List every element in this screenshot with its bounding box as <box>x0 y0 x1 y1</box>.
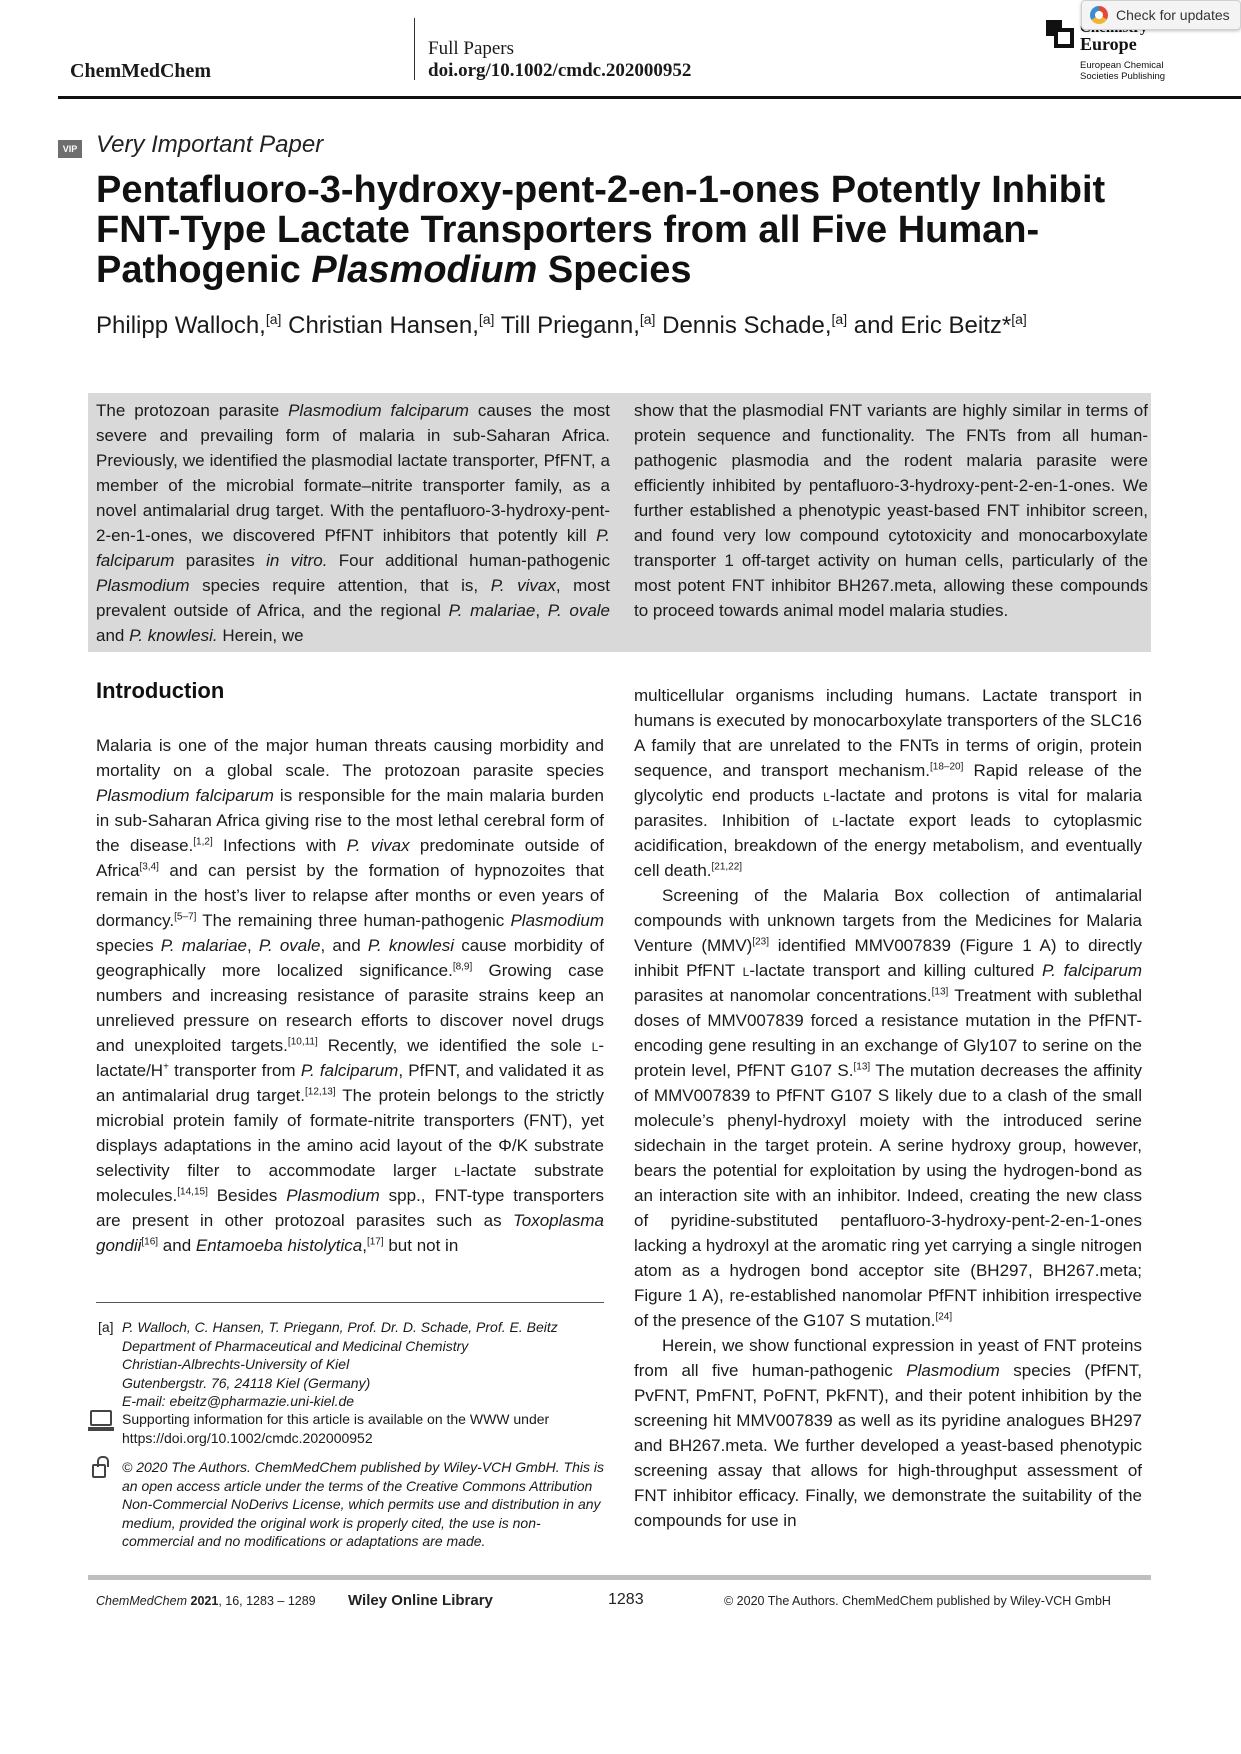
footer-journal: ChemMedChem <box>96 1594 188 1608</box>
small-caps-run: l <box>823 786 830 805</box>
introduction-heading: Introduction <box>96 678 225 703</box>
body-paragraph: multicellular organisms including humans. Lactate transport in humans is executed by monocarboxylate transporters of the SLC16 A family that are unrelated to the FNTs in terms of origin, protein sequence, and transport mechanism.[18–20] Rapid release of the glycolytic end products l-lactate and protons is vital for malaria parasites. Inhibition of l-lactate export leads to cytoplasmic acidification, breakdown of the energy metabolism, and eventually cell death.[21,22] <box>634 686 1142 880</box>
publisher-logo-sub2: Societies Publishing <box>1080 71 1166 82</box>
vip-label: Very Important Paper <box>96 131 324 158</box>
footer-rule <box>88 1575 1151 1580</box>
citation-superscript: [13] <box>931 986 949 998</box>
author-affiliation: [a] <box>1011 311 1027 327</box>
small-caps-run: l <box>832 811 839 830</box>
affiliation-line: Christian-Albrechts-University of Kiel <box>122 1356 350 1372</box>
citation-superscript: [3,4] <box>139 861 159 873</box>
author-name: Philipp Walloch, <box>96 312 266 339</box>
wiley-online-library-link[interactable]: Wiley Online Library <box>348 1592 493 1609</box>
citation-superscript: [16] <box>141 1236 159 1248</box>
italic-run: Plasmodium <box>96 576 190 595</box>
citation-superscript: [10,11] <box>287 1036 318 1048</box>
computer-icon <box>90 1410 112 1426</box>
abstract-left-column: The protozoan parasite Plasmodium falciparum causes the most severe and prevailing form of malaria in sub-Saharan Africa. Previously, we identified the plasmodial lactate transporter, PfFNT, a member of the microbial formate–nitrite transporter family, as a novel antimalarial drug target. With the pentafluoro-3-hydroxy-pent-2-en-1-ones, we discovered PfFNT inhibitors that potently kill P. falciparum parasites in vitro. Four additional human-pathogenic Plasmodium species require attention, that is, P. vivax, most prevalent outside of Africa, and the regional P. malariae, P. ovale and P. knowlesi. Herein, we <box>96 401 611 645</box>
citation-superscript: [1,2] <box>193 836 213 848</box>
italic-run: P. knowlesi <box>367 936 455 955</box>
citation-superscript: [21,22] <box>711 861 743 873</box>
publisher-logo-title: Europe <box>1080 34 1137 54</box>
title-part-1: Pentafluoro-3-hydroxy-pent-2-en-1-ones Potently Inhibit FNT-Type Lactate Transporters from all Five Human-Pathogenic <box>96 169 1106 291</box>
italic-run: in vitro. <box>266 551 328 570</box>
footer-copyright: © 2020 The Authors. ChemMedChem published by Wiley-VCH GmbH <box>724 1594 1111 1608</box>
italic-run: Plasmodium <box>510 911 604 930</box>
body-paragraph: Screening of the Malaria Box collection of antimalarial compounds with unknown targets from the Medicines for Malaria Venture (MMV)[23] identified MMV007839 (Figure 1 A) to directly inhibit PfFNT l-lactate transport and killing cultured P. falciparum parasites at nanomolar concentrations.[13] Treatment with sublethal doses of MMV007839 forced a resistance mutation in the PfFNT-encoding gene resulting in an exchange of Gly107 to serine on the protein level, PfFNT G107 S.[13] The mutation decreases the affinity of MMV007839 to PfFNT G107 S likely due to a clash of the small molecule’s phenyl-hydroxyl moiety with the introduced serine sidechain in the target protein. A serine hydroxy group, however, bears the potential for exploitation by using the hydrogen-bond as an interaction site with an inhibitor. Indeed, creating the new class of pyridine-substituted pentafluoro-3-hydroxy-pent-2-en-1-ones lacking a hydroxyl at the aromatic ring yet carrying a single nitrogen atom as a hydrogen bond acceptor site (BH297, BH267.meta; Figure 1 A), re-established nanomolar PfFNT inhibition irrespective of the presence of the G107 S mutation.[24] <box>634 886 1143 1330</box>
body-paragraph: Herein, we show functional expression in yeast of FNT proteins from all five human-pathogenic Plasmodium species (PfFNT, PvFNT, PmFNT, PoFNT, PkFNT), and their potent inhibition by the screening hit MMV007839 as well as its pyridine analogues BH297 and BH267.meta. We further developed a yeast-based phenotypic screening assay that allows for high-throughput assessment of FNT inhibitor efficacy. Finally, we demonstrate the suitability of the compounds for use in <box>634 1336 1142 1530</box>
page-number: 1283 <box>608 1591 644 1608</box>
affiliation-line: Department of Pharmaceutical and Medicinal Chemistry <box>122 1337 469 1354</box>
citation-superscript: [8,9] <box>452 961 473 973</box>
citation-superscript: [24] <box>935 1311 953 1323</box>
small-caps-run: l <box>454 1161 461 1180</box>
citation-superscript: [14,15] <box>177 1186 208 1198</box>
italic-run: P. vivax <box>490 576 556 595</box>
author-name: Dennis Schade, <box>655 312 832 339</box>
small-caps-run: l <box>591 1036 599 1055</box>
author-name: and Eric Beitz* <box>847 312 1012 339</box>
open-access-note <box>90 1458 604 1551</box>
paper-title <box>96 170 1136 290</box>
header-rule <box>58 96 1241 99</box>
citation-superscript: [18–20] <box>930 761 964 773</box>
check-for-updates-button[interactable] <box>1081 0 1241 30</box>
title-italic: Plasmodium <box>311 249 538 291</box>
author-affiliation: [a] <box>478 311 495 327</box>
supporting-info-text[interactable]: Supporting information for this article is available on the WWW under https://doi.org/10.1002/cmdc.202000952 <box>122 1411 550 1446</box>
affiliation-tag: [a] <box>98 1319 114 1335</box>
author-name: Till Priegann, <box>494 312 640 339</box>
citation-superscript: [13] <box>853 1061 871 1073</box>
section-label: Full Papers <box>428 38 515 59</box>
italic-run: Plasmodium falciparum <box>288 401 469 420</box>
open-access-text: © 2020 The Authors. ChemMedChem published by Wiley-VCH GmbH. This is an open access article under the terms of the Creative Commons Attribution Non-Commercial NoDerivs License, which permits use and distribution in any medium, provided the original work is properly cited, the use is non-commercial and no modifications or adaptations are made. <box>122 1459 604 1549</box>
italic-run: P. malariae <box>160 936 247 955</box>
chemistry-europe-logo-icon <box>1046 20 1074 48</box>
body-paragraph: Malaria is one of the major human threats causing morbidity and mortality on a global scale. The protozoan parasite species Plasmodium falciparum is responsible for the main malaria burden in sub-Saharan Africa giving rise to the most lethal cerebral form of the disease.[1,2] Infections with P. vivax predominate outside of Africa[3,4] and can persist by the formation of hypnozoites that remain in the host’s liver to relapse after months or even years of dormancy.[5–7] The remaining three human-pathogenic Plasmodium species P. malariae, P. ovale, and P. knowlesi cause morbidity of geographically more localized significance.[8,9] Growing case numbers and increasing resistance of parasite strains keep an unrelieved pressure on research efforts to discover novel drugs and unexploited targets.[10,11] Recently, we identified the sole l-lactate/H+ transporter from P. falciparum, PfFNT, and validated it as an antimalarial drug target.[12,13] The protein belongs to the strictly microbial protein family of formate-nitrite transporters (FNT), yet displays adaptations in the amino acid layout of the Φ/K substrate selectivity filter to accommodate larger l-lactate substrate molecules.[14,15] Besides Plasmodium spp., FNT-type transporters are present in other protozoal parasites such as Toxoplasma gondii[16] and Entamoeba histolytica,[17] but not in <box>96 736 605 1255</box>
supporting-info-note <box>90 1410 604 1447</box>
italic-run: Entamoeba histolytica <box>195 1236 363 1255</box>
italic-run: Plasmodium <box>286 1186 380 1205</box>
open-access-lock-icon <box>92 1464 106 1478</box>
footer-year: 2021 <box>190 1594 219 1608</box>
publisher-logo-sub1: European Chemical <box>1080 60 1164 71</box>
crossmark-icon <box>1090 6 1108 24</box>
citation-superscript: [12,13] <box>305 1086 336 1098</box>
body-left-column <box>96 733 604 1258</box>
italic-run: P. falciparum <box>96 526 610 570</box>
affiliation-lines <box>122 1318 604 1411</box>
header-divider <box>414 18 415 80</box>
doi-link[interactable]: doi.org/10.1002/cmdc.202000952 <box>428 60 692 81</box>
italic-run: P. falciparum <box>300 1061 399 1080</box>
affiliation-line: Gutenbergstr. 76, 24118 Kiel (Germany) <box>122 1374 371 1391</box>
italic-run: Plasmodium <box>906 1361 1000 1380</box>
italic-run: P. ovale <box>547 601 611 620</box>
body-right-column <box>634 683 1142 1533</box>
italic-run: Plasmodium falciparum <box>96 786 274 805</box>
author-list <box>96 312 1027 340</box>
italic-run: Toxoplasma gondii <box>96 1211 604 1255</box>
citation-superscript: [17] <box>366 1236 384 1248</box>
footer-citation <box>96 1594 316 1608</box>
author-affiliation: [a] <box>831 311 848 327</box>
author-affiliation: [a] <box>639 311 656 327</box>
affiliation-line: E-mail: ebeitz@pharmazie.uni-kiel.de <box>122 1393 355 1409</box>
citation-superscript: [5–7] <box>174 911 197 923</box>
citation-superscript: [23] <box>752 936 770 948</box>
abstract-right-column: show that the plasmodial FNT variants are highly similar in terms of protein sequence and functionality. The FNTs from all human-pathogenic plasmodia and the rodent malaria parasite were efficiently inhibited by pentafluoro-3-hydroxy-pent-2-en-1-ones. We further established a phenotypic yeast-based FNT inhibitor screen, and found very low compound cytotoxicity and monocarboxylate transporter 1 off-target activity on human cells, particularly of the most potent FNT inhibitor BH267.meta, allowing these compounds to proceed towards animal model malaria studies. <box>634 401 1148 620</box>
affiliation-line: P. Walloch, C. Hansen, T. Priegann, Prof. Dr. D. Schade, Prof. E. Beitz <box>122 1319 558 1335</box>
affiliation-footnote <box>98 1318 604 1411</box>
italic-run: P. malariae <box>448 601 536 620</box>
italic-run: P. knowlesi. <box>129 626 218 645</box>
italic-run: P. vivax <box>346 836 410 855</box>
italic-run: P. ovale <box>258 936 321 955</box>
author-name: Christian Hansen, <box>281 312 479 339</box>
author-affiliation: [a] <box>265 311 282 327</box>
title-part-2: Species <box>537 249 692 291</box>
vip-badge: VIP <box>58 140 82 158</box>
citation-superscript: + <box>163 1061 169 1073</box>
italic-run: P. falciparum <box>1042 961 1143 980</box>
check-for-updates-label: Check for updates <box>1116 7 1230 23</box>
journal-name: ChemMedChem <box>70 60 212 82</box>
footer-volume-pages: , 16, 1283 – 1289 <box>218 1594 316 1608</box>
small-caps-run: l <box>742 961 750 980</box>
footnote-rule <box>96 1302 604 1303</box>
